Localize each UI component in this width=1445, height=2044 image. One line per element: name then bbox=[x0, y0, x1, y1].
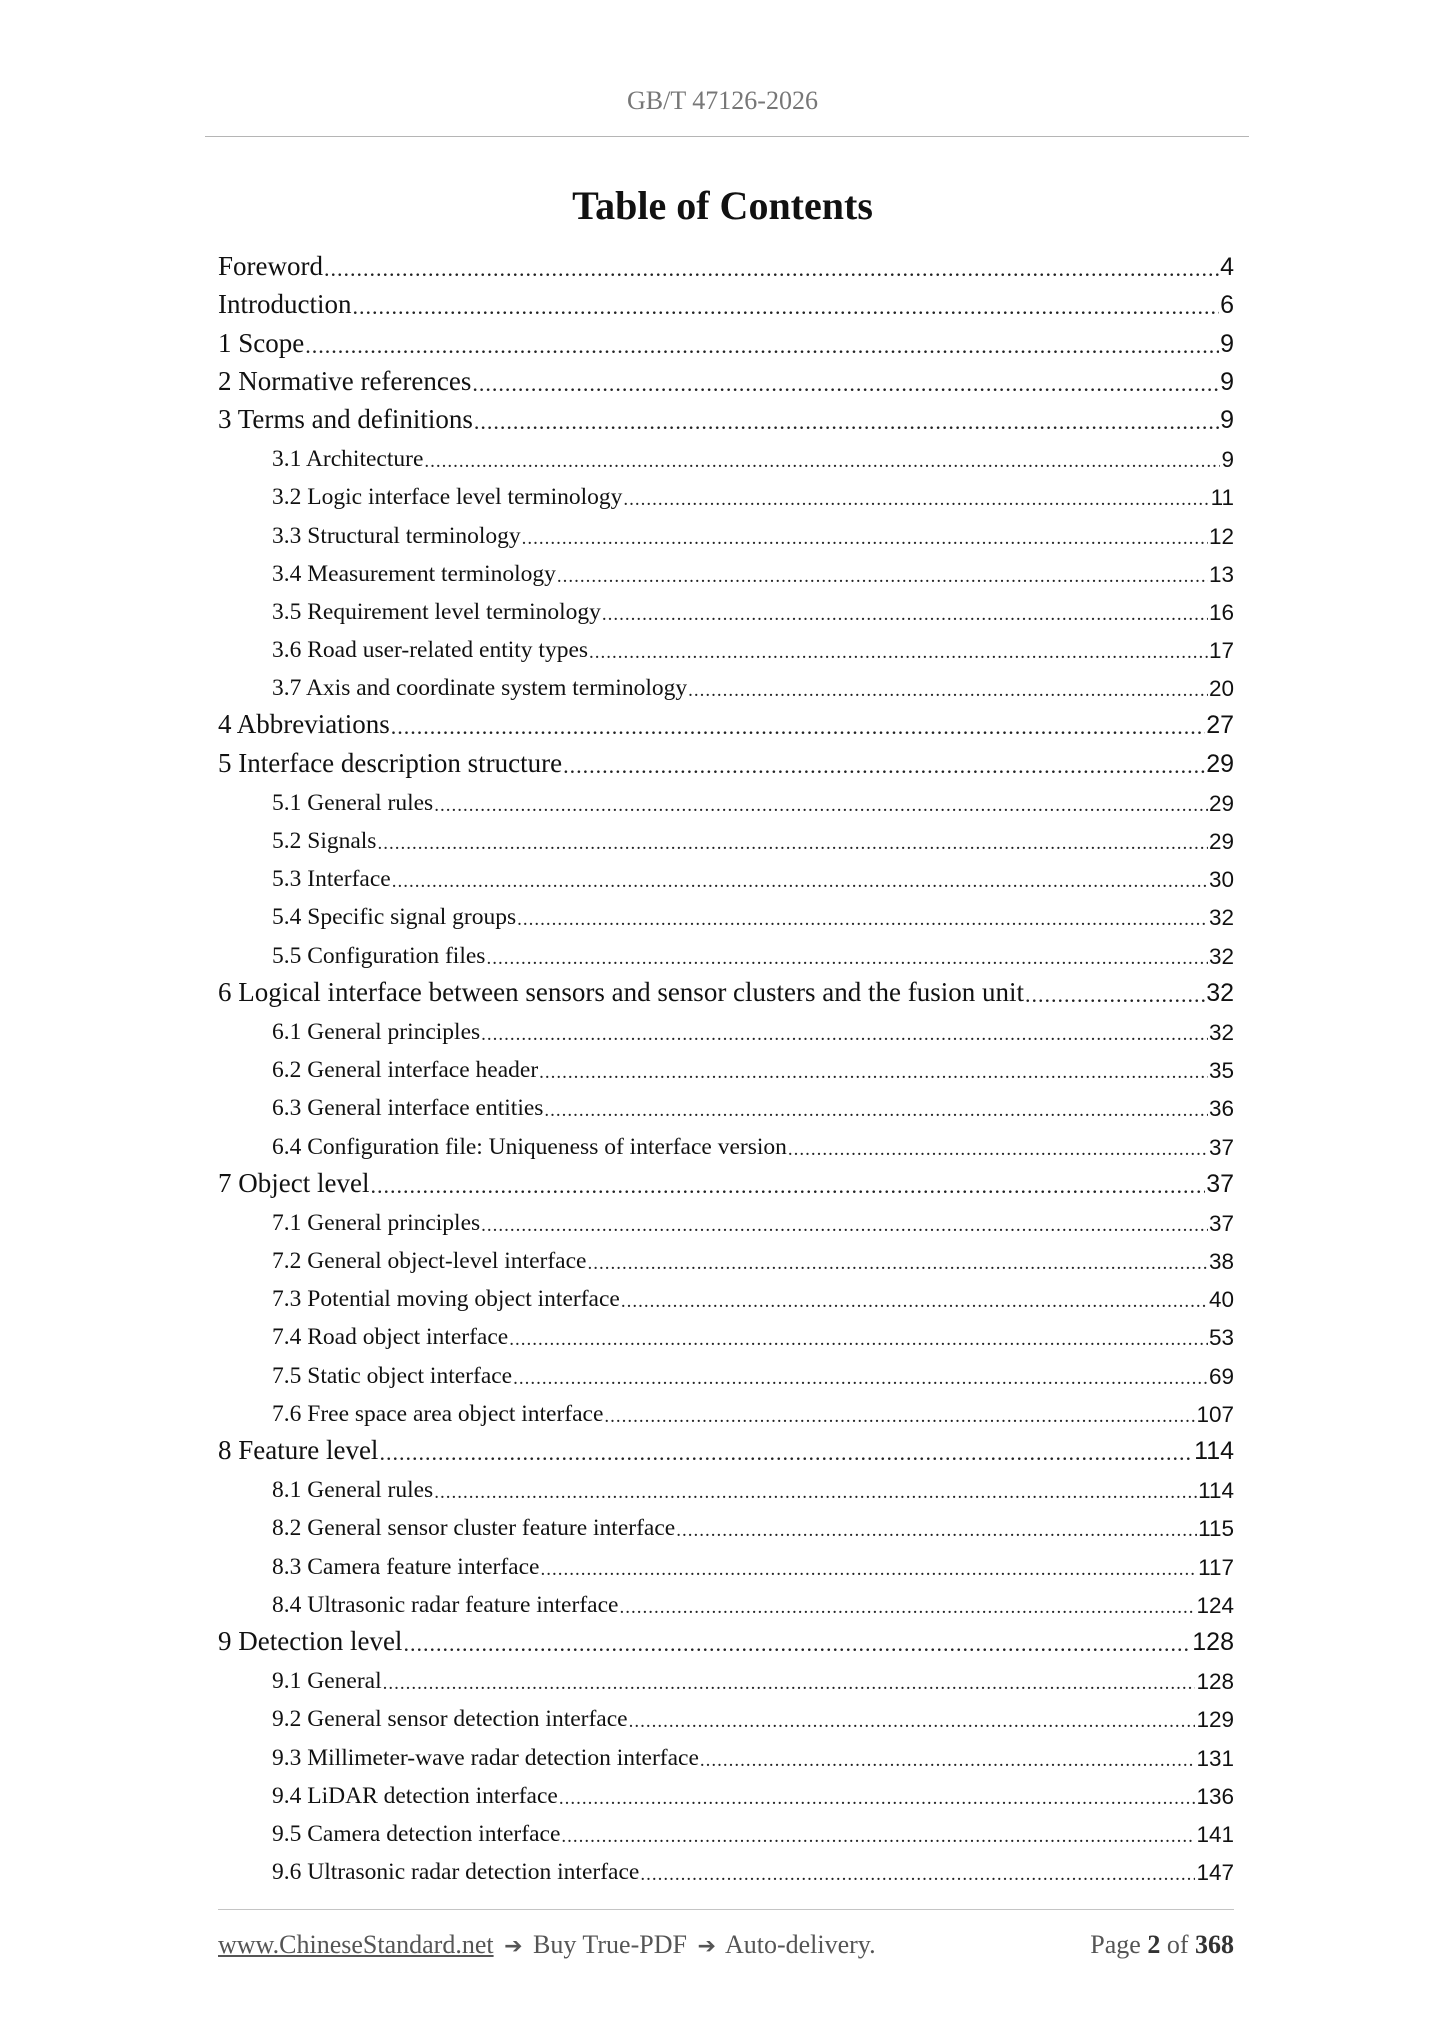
toc-entry-label: Introduction bbox=[218, 289, 352, 320]
toc-entry-page-number: 16 bbox=[1208, 599, 1234, 625]
toc-entry-label: 5.1 General rules bbox=[272, 789, 434, 816]
toc-entry-page-number: 117 bbox=[1198, 1554, 1234, 1580]
toc-entry-page-number: 147 bbox=[1196, 1860, 1234, 1886]
toc-entry-label: 3.1 Architecture bbox=[272, 446, 424, 473]
toc-entry-label: 7.2 General object-level interface bbox=[272, 1248, 587, 1275]
toc-dot-leader bbox=[539, 1062, 1208, 1084]
toc-entry[interactable] bbox=[218, 1542, 1234, 1580]
toc-entry-page-number: 13 bbox=[1208, 561, 1234, 587]
toc-entry-page-number: 36 bbox=[1208, 1096, 1234, 1122]
toc-dot-leader bbox=[424, 451, 1220, 473]
toc-entry[interactable] bbox=[218, 473, 1234, 511]
toc-entry-label: 3.5 Requirement level terminology bbox=[272, 598, 601, 625]
toc-entry-label: 6.2 General interface header bbox=[272, 1057, 539, 1084]
toc-entry[interactable] bbox=[218, 1810, 1234, 1848]
toc-entry-label: 9.5 Camera detection interface bbox=[272, 1820, 561, 1847]
toc-dot-leader bbox=[676, 1520, 1197, 1542]
buy-text: Buy True-PDF bbox=[533, 1930, 687, 1959]
toc-dot-leader bbox=[700, 1750, 1196, 1772]
toc-entry[interactable] bbox=[218, 588, 1234, 626]
toc-dot-leader bbox=[403, 1631, 1191, 1657]
toc-dot-leader bbox=[434, 1482, 1197, 1504]
toc-dot-leader bbox=[557, 566, 1208, 588]
toc-entry-page-number: 69 bbox=[1208, 1363, 1234, 1389]
toc-entry[interactable] bbox=[218, 1084, 1234, 1122]
toc-entry-page-number: 128 bbox=[1192, 1627, 1234, 1656]
toc-entry-page-number: 107 bbox=[1196, 1401, 1234, 1427]
current-page-number: 2 bbox=[1147, 1930, 1161, 1959]
toc-entry-label: 2 Normative references bbox=[218, 365, 472, 396]
toc-entry-page-number: 141 bbox=[1196, 1821, 1234, 1847]
toc-entry-page-number: 9 bbox=[1220, 367, 1234, 396]
toc-entry[interactable] bbox=[218, 664, 1234, 702]
toc-entry-page-number: 38 bbox=[1208, 1249, 1234, 1275]
toc-entry-label: 3.3 Structural terminology bbox=[272, 522, 521, 549]
toc-entry-page-number: 20 bbox=[1208, 676, 1234, 702]
toc-entry-label: 9.4 LiDAR detection interface bbox=[272, 1782, 558, 1809]
toc-entry-label: 7.4 Road object interface bbox=[272, 1324, 509, 1351]
toc-entry-label: 1 Scope bbox=[218, 327, 305, 358]
toc-entry[interactable] bbox=[218, 1351, 1234, 1389]
toc-entry[interactable] bbox=[218, 740, 1234, 778]
toc-entry-label: 8.3 Camera feature interface bbox=[272, 1553, 540, 1580]
toc-dot-leader bbox=[324, 256, 1219, 282]
toc-dot-leader bbox=[481, 1024, 1208, 1046]
toc-entry-page-number: 37 bbox=[1208, 1134, 1234, 1160]
toc-entry-page-number: 40 bbox=[1208, 1287, 1234, 1313]
toc-entry-page-number: 115 bbox=[1198, 1516, 1234, 1542]
toc-dot-leader bbox=[352, 294, 1219, 320]
toc-entry-label: 8.1 General rules bbox=[272, 1477, 434, 1504]
toc-entry[interactable] bbox=[218, 282, 1234, 320]
toc-entry[interactable] bbox=[218, 626, 1234, 664]
toc-entry-label: 9.3 Millimeter-wave radar detection interface bbox=[272, 1744, 699, 1771]
toc-entry[interactable] bbox=[218, 1848, 1234, 1886]
toc-entry[interactable] bbox=[218, 855, 1234, 893]
toc-dot-leader bbox=[587, 1253, 1208, 1275]
toc-dot-leader bbox=[544, 1100, 1208, 1122]
toc-entry[interactable] bbox=[218, 1199, 1234, 1237]
toc-entry-label: 7.5 Static object interface bbox=[272, 1362, 513, 1389]
toc-entry[interactable] bbox=[218, 1695, 1234, 1733]
toc-entry-label: 5.2 Signals bbox=[272, 828, 377, 854]
toc-dot-leader bbox=[434, 795, 1208, 817]
toc-entry[interactable] bbox=[218, 1772, 1234, 1810]
toc-entry[interactable] bbox=[218, 1504, 1234, 1542]
toc-dot-leader bbox=[392, 871, 1208, 893]
toc-entry-label: 8 Feature level bbox=[218, 1435, 379, 1465]
toc-entry-page-number: 32 bbox=[1206, 978, 1234, 1007]
toc-entry[interactable] bbox=[218, 1046, 1234, 1084]
toc-entry[interactable] bbox=[218, 1619, 1234, 1657]
toc-entry-label: 5 Interface description structure bbox=[218, 747, 563, 778]
toc-entry-page-number: 29 bbox=[1208, 829, 1234, 854]
toc-entry-label: 9.6 Ultrasonic radar detection interface bbox=[272, 1859, 640, 1886]
toc-dot-leader bbox=[513, 1368, 1208, 1390]
toc-entry-page-number: 37 bbox=[1208, 1210, 1234, 1236]
toc-entry-label: 4 Abbreviations bbox=[218, 709, 390, 740]
toc-entry[interactable] bbox=[218, 970, 1234, 1008]
toc-dot-leader bbox=[509, 1329, 1208, 1351]
toc-entry-label: 3.2 Logic interface level terminology bbox=[272, 484, 623, 511]
toc-dot-leader bbox=[559, 1788, 1196, 1810]
toc-entry-page-number: 4 bbox=[1220, 253, 1234, 282]
page-footer bbox=[218, 1930, 1234, 1964]
toc-entry-label: 7 Object level bbox=[218, 1167, 370, 1198]
toc-entry-label: 3.7 Axis and coordinate system terminology bbox=[272, 675, 688, 702]
toc-entry[interactable] bbox=[218, 244, 1234, 282]
toc-entry[interactable] bbox=[218, 1237, 1234, 1275]
toc-entry-label: 6.3 General interface entities bbox=[272, 1095, 544, 1122]
toc-entry-page-number: 9 bbox=[1220, 405, 1234, 434]
toc-entry-page-number: 131 bbox=[1196, 1745, 1234, 1771]
toc-entry-page-number: 30 bbox=[1208, 867, 1234, 893]
toc-entry[interactable] bbox=[218, 435, 1234, 473]
toc-entry-page-number: 129 bbox=[1196, 1707, 1234, 1733]
toc-entry[interactable] bbox=[218, 1733, 1234, 1771]
toc-entry-page-number: 12 bbox=[1208, 523, 1234, 549]
toc-entry-label: 6 Logical interface between sensors and sensor clusters and the fusion unit bbox=[218, 976, 1025, 1007]
toc-entry[interactable] bbox=[218, 320, 1234, 358]
toc-entry-label: 3.6 Road user-related entity types bbox=[272, 637, 589, 664]
toc-entry-page-number: 53 bbox=[1208, 1325, 1234, 1351]
toc-entry-label: 5.5 Configuration files bbox=[272, 942, 486, 969]
site-link[interactable]: www.ChineseStandard.net bbox=[218, 1930, 494, 1959]
toc-entry[interactable] bbox=[218, 1122, 1234, 1160]
toc-dot-leader bbox=[1025, 982, 1205, 1008]
toc-dot-leader bbox=[486, 948, 1208, 970]
toc-dot-leader bbox=[517, 909, 1208, 931]
toc-dot-leader bbox=[629, 1711, 1196, 1733]
toc-dot-leader bbox=[474, 409, 1219, 435]
toc-entry-label: 7.1 General principles bbox=[272, 1209, 481, 1236]
toc-dot-leader bbox=[383, 1673, 1196, 1695]
toc-dot-leader bbox=[604, 1406, 1195, 1428]
header-divider bbox=[205, 136, 1249, 137]
toc-entry-page-number: 124 bbox=[1196, 1592, 1234, 1618]
toc-entry-page-number: 114 bbox=[1194, 1437, 1234, 1465]
toc-entry-label: 6.4 Configuration file: Uniqueness of interface version bbox=[272, 1133, 787, 1160]
toc-entry-page-number: 32 bbox=[1208, 905, 1234, 931]
toc-dot-leader bbox=[788, 1139, 1208, 1161]
toc-entry-page-number: 136 bbox=[1196, 1783, 1234, 1809]
page-word: Page bbox=[1090, 1930, 1141, 1959]
footer-promo bbox=[218, 1930, 876, 1960]
toc-entry-page-number: 29 bbox=[1208, 790, 1234, 816]
toc-entry-label: 9.2 General sensor detection interface bbox=[272, 1706, 628, 1733]
toc-dot-leader bbox=[561, 1826, 1195, 1848]
page-title: Table of Contents bbox=[572, 183, 873, 228]
toc-entry-label: 3.4 Measurement terminology bbox=[272, 560, 556, 587]
toc-dot-leader bbox=[623, 489, 1209, 511]
toc-entry-label: 5.3 Interface bbox=[272, 866, 391, 893]
toc-entry-page-number: 29 bbox=[1206, 749, 1234, 778]
toc-dot-leader bbox=[540, 1559, 1197, 1581]
toc-dot-leader bbox=[472, 371, 1219, 397]
toc-entry-label: 8.2 General sensor cluster feature interface bbox=[272, 1515, 676, 1542]
right-arrow-icon: ➔ bbox=[504, 1934, 523, 1959]
toc-entry[interactable] bbox=[218, 1428, 1234, 1466]
toc-dot-leader bbox=[688, 680, 1208, 702]
page-indicator bbox=[1090, 1930, 1234, 1960]
toc-entry[interactable] bbox=[218, 1466, 1234, 1504]
toc-entry-label: 5.4 Specific signal groups bbox=[272, 904, 517, 931]
of-word: of bbox=[1166, 1930, 1189, 1959]
toc-entry-page-number: 114 bbox=[1198, 1478, 1234, 1504]
toc-entry[interactable] bbox=[218, 550, 1234, 588]
toc-entry[interactable] bbox=[218, 1008, 1234, 1046]
toc-entry[interactable] bbox=[218, 702, 1234, 740]
toc-dot-leader bbox=[621, 1291, 1208, 1313]
toc-entry[interactable] bbox=[218, 1313, 1234, 1351]
toc-entry[interactable] bbox=[218, 779, 1234, 817]
toc-dot-leader bbox=[640, 1864, 1195, 1886]
toc-entry-page-number: 9 bbox=[1221, 447, 1234, 473]
toc-dot-leader bbox=[602, 604, 1208, 626]
toc-entry-page-number: 17 bbox=[1208, 638, 1234, 664]
table-of-contents bbox=[218, 244, 1234, 1886]
toc-dot-leader bbox=[305, 333, 1219, 359]
toc-dot-leader bbox=[481, 1215, 1208, 1237]
toc-entry[interactable] bbox=[218, 817, 1234, 855]
toc-dot-leader bbox=[370, 1173, 1205, 1199]
toc-entry-page-number: 35 bbox=[1208, 1058, 1234, 1084]
toc-entry[interactable] bbox=[218, 893, 1234, 931]
toc-entry-page-number: 11 bbox=[1210, 485, 1234, 511]
toc-dot-leader bbox=[563, 753, 1205, 779]
toc-entry[interactable] bbox=[218, 397, 1234, 435]
toc-entry-label: Foreword bbox=[218, 251, 323, 282]
toc-entry-label: 7.6 Free space area object interface bbox=[272, 1400, 604, 1427]
toc-entry-label: 9.1 General bbox=[272, 1668, 382, 1695]
toc-entry[interactable] bbox=[218, 359, 1234, 397]
toc-dot-leader bbox=[377, 833, 1208, 855]
toc-dot-leader bbox=[589, 642, 1208, 664]
toc-entry[interactable] bbox=[218, 511, 1234, 549]
toc-entry-page-number: 9 bbox=[1220, 329, 1234, 358]
toc-dot-leader bbox=[522, 528, 1208, 550]
document-header: GB/T 47126-2026 bbox=[627, 86, 818, 115]
toc-entry-label: 6.1 General principles bbox=[272, 1018, 481, 1045]
toc-entry-page-number: 32 bbox=[1208, 1019, 1234, 1045]
toc-entry-page-number: 27 bbox=[1206, 711, 1234, 740]
right-arrow-icon: ➔ bbox=[697, 1934, 716, 1959]
toc-entry[interactable] bbox=[218, 1390, 1234, 1428]
total-pages-number: 368 bbox=[1195, 1930, 1234, 1959]
toc-entry[interactable] bbox=[218, 1275, 1234, 1313]
delivery-text: Auto-delivery. bbox=[724, 1930, 876, 1959]
toc-dot-leader bbox=[391, 714, 1205, 740]
toc-dot-leader bbox=[379, 1440, 1193, 1466]
toc-entry-label: 9 Detection level bbox=[218, 1625, 403, 1656]
toc-entry[interactable] bbox=[218, 1581, 1234, 1619]
toc-dot-leader bbox=[619, 1597, 1195, 1619]
toc-entry[interactable] bbox=[218, 1657, 1234, 1695]
toc-entry-label: 7.3 Potential moving object interface bbox=[272, 1286, 620, 1313]
toc-entry-label: 3 Terms and definitions bbox=[218, 403, 473, 434]
toc-entry-page-number: 32 bbox=[1208, 943, 1234, 969]
footer-divider bbox=[218, 1909, 1234, 1910]
toc-entry[interactable] bbox=[218, 931, 1234, 969]
toc-entry-page-number: 6 bbox=[1220, 291, 1234, 320]
toc-entry[interactable] bbox=[218, 1161, 1234, 1199]
toc-entry-page-number: 128 bbox=[1196, 1669, 1234, 1695]
toc-entry-label: 8.4 Ultrasonic radar feature interface bbox=[272, 1591, 619, 1618]
toc-entry-page-number: 37 bbox=[1206, 1169, 1234, 1198]
